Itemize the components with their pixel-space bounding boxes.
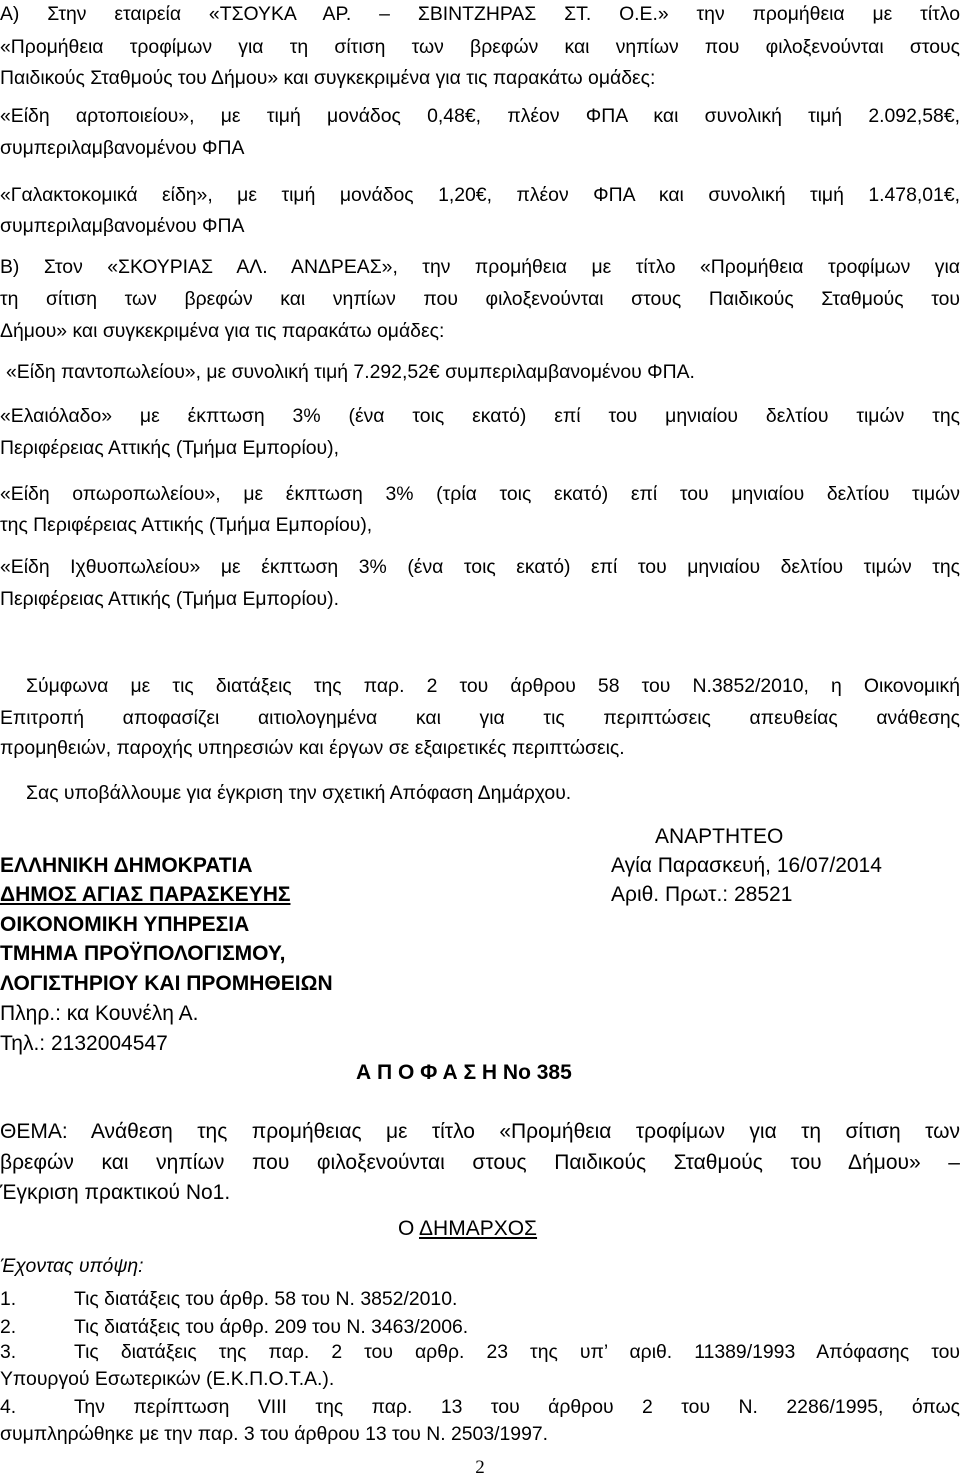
org-budget-department: ΤΜΗΜΑ ΠΡΟΫΠΟΛΟΓΙΣΜΟΥ, [0,942,286,965]
org-accounting-procurement: ΛΟΓΙΣΤΗΡΙΟΥ ΚΑΙ ΠΡΟΜΗΘΕΙΩΝ [0,972,333,995]
decision-title: Α Π Ο Φ Α Σ Η Νο 385 [356,1061,572,1084]
posted-label: ΑΝΑΡΤΗΤΕΟ [655,825,784,848]
list-item-text: Τις διατάξεις της παρ. 2 του αρθρ. 23 της υπ’ αριθ. 11389/1993 Απόφασης του [74,1341,960,1363]
protocol-number: Αριθ. Πρωτ.: 28521 [611,883,793,906]
considering-item-3 [0,1339,960,1365]
subject-line-2: βρεφών και νηπίων που φιλοξενούνται στους Παιδικούς Σταθμούς του Δήμου» – [0,1151,960,1174]
section-a-item-1-line-2: συμπεριλαμβανομένου ΦΠΑ [0,137,245,159]
section-b-item-2-line-2: Περιφέρειας Αττικής (Τμήμα Εμπορίου), [0,437,340,459]
section-b-item-3-line-2: της Περιφέρειας Αττικής (Τμήμα Εμπορίου), [0,514,373,536]
org-municipality: ΔΗΜΟΣ ΑΓΙΑΣ ΠΑΡΑΣΚΕΥΗΣ [0,883,291,906]
section-a-line-3: Παιδικούς Σταθμούς του Δήμου» και συγκεκριμένα για τις παρακάτω ομάδες: [0,67,656,89]
contact-phone: Τηλ.: 2132004547 [0,1032,168,1055]
considering-item-3-cont: Υπουργού Εσωτερικών (Ε.Κ.Π.Ο.Τ.Α.). [0,1368,335,1390]
law-paragraph-line-3: προμηθειών, παροχής υπηρεσιών και έργων σε εξαιρετικές περιπτώσεις. [0,737,625,759]
law-paragraph-line-1: Σύμφωνα με τις διατάξεις της παρ. 2 του άρθρου 58 του Ν.3852/2010, η Οικονομική [26,675,960,697]
list-item-text: Τις διατάξεις του άρθρ. 58 του Ν. 3852/2010. [74,1288,458,1310]
org-hellenic-republic: ΕΛΛΗΝΙΚΗ ΔΗΜΟΚΡΑΤΙΑ [0,854,253,877]
section-b-item-3-line-1: «Είδη οπωροπωλείου», με έκπτωση 3% (τρία τοις εκατό) επί του μηνιαίου δελτίου τιμών [0,483,960,505]
submission-sentence: Σας υποβάλλουμε για έγκριση την σχετική Απόφαση Δημάρχου. [26,782,572,804]
section-a-line-1: Α) Στην εταιρεία «ΤΣΟΥΚΑ ΑΡ. – ΣΒΙΝΤΖΗΡΑΣ ΣΤ. Ο.Ε.» την προμήθεια με τίτλο [0,3,960,25]
section-b-item-2-line-1: «Ελαιόλαδο» με έκπτωση 3% (ένα τοις εκατό) επί του μηνιαίου δελτίου τιμών της [0,405,960,427]
section-b-line-2: τη σίτιση των βρεφών και νηπίων που φιλοξενούνται στους Παιδικούς Σταθμούς του [0,288,960,310]
section-a-item-2-line-2: συμπεριλαμβανομένου ΦΠΑ [0,215,245,237]
considering-heading: Έχοντας υπόψη: [0,1255,144,1277]
considering-item-4-cont: συμπληρώθηκε με την παρ. 3 του άρθρου 13 του Ν. 2503/1997. [0,1423,549,1445]
page-number: 2 [475,1457,485,1478]
section-a-item-2-line-1: «Γαλακτοκομικά είδη», με τιμή μονάδος 1,20€, πλέον ΦΠΑ και συνολική τιμή 1.478,01€, [0,184,960,206]
section-a-item-1-line-1: «Είδη αρτοποιείου», με τιμή μονάδος 0,48€, πλέον ΦΠΑ και συνολική τιμή 2.092,58€, [0,105,960,127]
list-item-text: Την περίπτωση VIII της παρ. 13 του άρθρου 2 του Ν. 2286/1995, όπως [74,1396,960,1418]
list-number: 4. [0,1396,17,1418]
contact-person: Πληρ.: κα Κουνέλη Α. [0,1002,199,1025]
considering-item-4 [0,1394,960,1420]
section-b-line-3: Δήμου» και συγκεκριμένα για τις παρακάτω ομάδες: [0,320,445,342]
subject-line-3: Έγκριση πρακτικού Νο1. [0,1181,231,1204]
list-number: 3. [0,1341,17,1363]
law-paragraph-line-2: Επιτροπή αποφασίζει αιτιολογημένα και για τις περιπτώσεις απευθείας ανάθεσης [0,707,960,729]
considering-item-2 [0,1314,960,1340]
mayor-heading [398,1215,537,1243]
considering-item-1 [0,1286,960,1312]
list-item-text: Τις διατάξεις του άρθρ. 209 του Ν. 3463/2006. [74,1316,469,1338]
list-number: 1. [0,1288,17,1310]
section-b-item-1: «Είδη παντοπωλείου», με συνολική τιμή 7.292,52€ συμπεριλαμβανομένου ΦΠΑ. [6,361,695,383]
list-number: 2. [0,1316,17,1338]
section-b-item-4-line-1: «Είδη Ιχθυοπωλείου» με έκπτωση 3% (ένα τοις εκατό) επί του μηνιαίου δελτίου τιμών της [0,556,960,578]
mayor-heading-text: Ο ΔΗΜΑΡΧΟΣ [398,1217,538,1240]
org-financial-service: ΟΙΚΟΝΟΜΙΚΗ ΥΠΗΡΕΣΙΑ [0,913,250,936]
section-b-item-4-line-2: Περιφέρειας Αττικής (Τμήμα Εμπορίου). [0,588,340,610]
place-date: Αγία Παρασκευή, 16/07/2014 [611,854,882,877]
subject-line-1: ΘΕΜΑ: Ανάθεση της προμήθειας με τίτλο «Προμήθεια τροφίμων για τη σίτιση των [0,1120,960,1143]
section-a-line-2: «Προμήθεια τροφίμων για τη σίτιση των βρεφών και νηπίων που φιλοξενούνται στους [0,36,960,58]
section-b-line-1: Β) Στον «ΣΚΟΥΡΙΑΣ ΑΛ. ΑΝΔΡΕΑΣ», την προμήθεια με τίτλο «Προμήθεια τροφίμων για [0,256,960,278]
